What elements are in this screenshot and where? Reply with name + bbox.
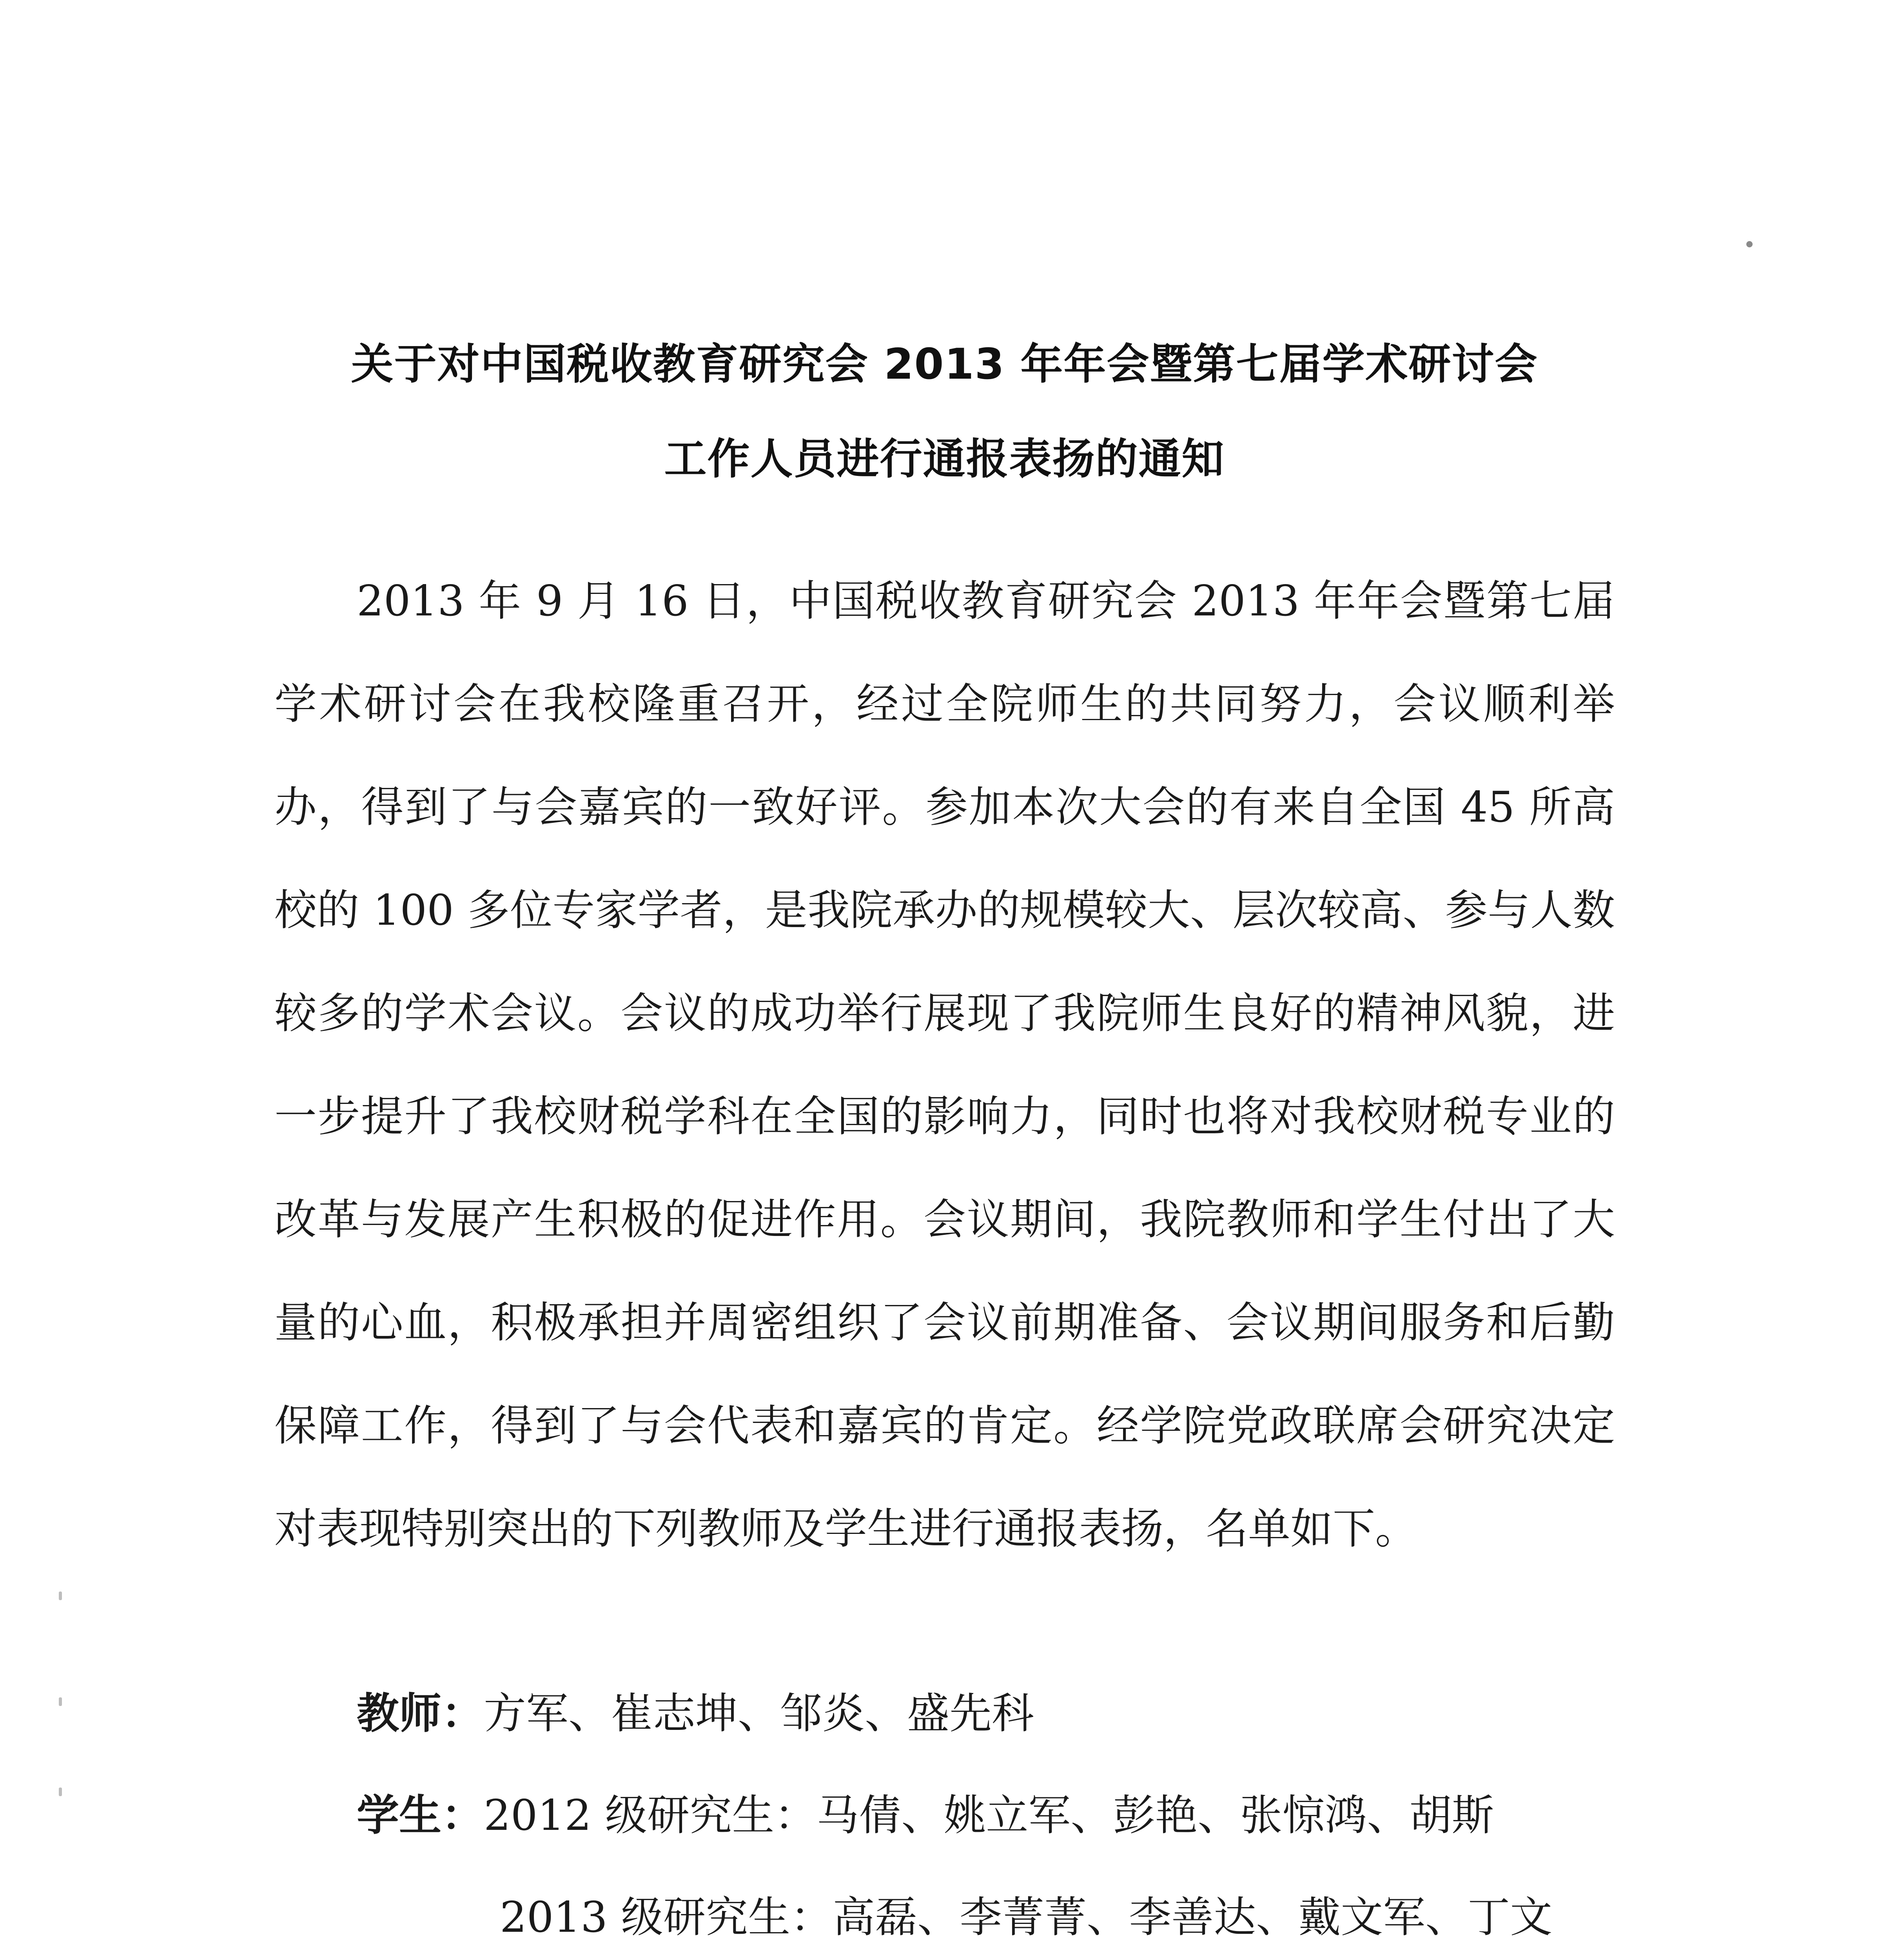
students-label: 学生：: [357, 1791, 484, 1840]
scan-speck: [59, 1788, 62, 1796]
body-paragraph: 2013 年 9 月 16 日，中国税收教育研究会 2013 年年会暨第七届学术研讨会在我校隆重召开，经过全院师生的共同努力，会议顺利举办，得到了与会嘉宾的一致好评。参加本次大会的有来自全国 45 所高校的 100 多位专家学者，是我院承办的规模较大、层次较高、参与人数较多的学术会议。会议的成功举行展现了我院师生良好的精神风貌，进一步提升了我校财税学科在全国的影响力，同时也将对我校财税专业的改革与发展产生积极的促进作用。会议期间，我院教师和学生付出了大量的心血，积极承担并周密组织了会议前期准备、会议期间服务和后勤保障工作，得到了与会代表和嘉宾的肯定。经学院党政联席会研究决定对表现特别突出的下列教师及学生进行通报表扬，名单如下。: [274, 577, 1615, 1553]
student-group: 2012 级研究生：马倩、姚立军、彭艳、张惊鸿、胡斯: [484, 1791, 1494, 1840]
student-group: 2013 级研究生：高磊、李菁菁、李善达、戴文军、丁文: [500, 1893, 1553, 1942]
scan-speck: [59, 1697, 62, 1706]
document-title-line-1: 关于对中国税收教育研究会 2013 年年会暨第七届学术研讨会: [351, 340, 1538, 389]
teachers-line: [357, 1689, 1034, 1738]
teachers-names: 方军、崔志坤、邹炎、盛先科: [484, 1689, 1034, 1738]
students-line: [357, 1791, 1494, 1840]
document-title-line-2: 工作人员进行通报表扬的通知: [664, 435, 1225, 484]
scan-speck: [1746, 241, 1753, 247]
scan-speck: [59, 1592, 62, 1600]
teachers-label: 教师：: [357, 1689, 484, 1738]
